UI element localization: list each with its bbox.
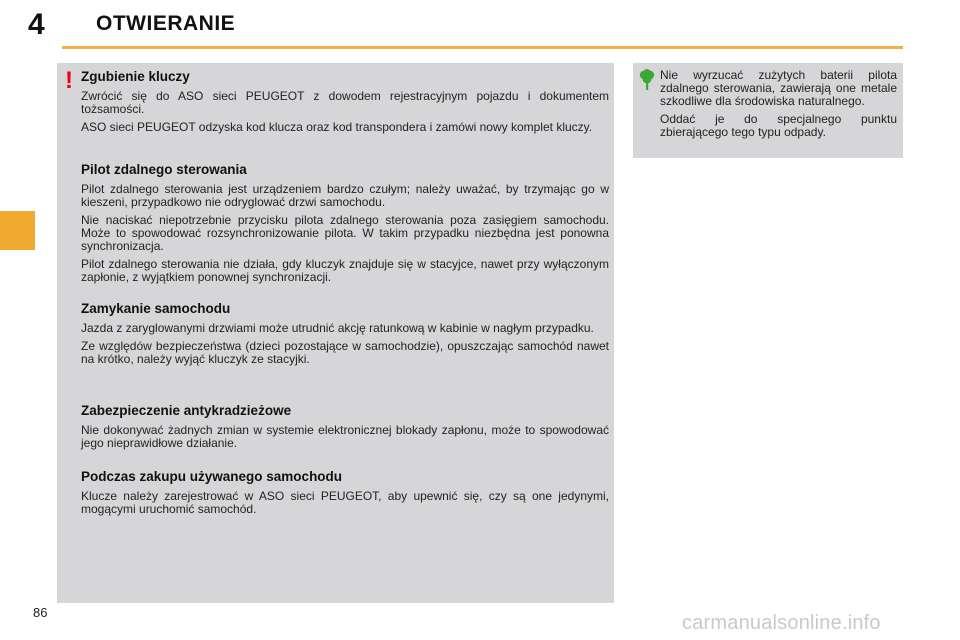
section-paragraph: Klucze należy zarejestrować w ASO sieci PEUGEOT, aby upewnić się, czy są one jedynymi, mogącymi uruchomić samochód. [81,489,609,516]
section-paragraph: Nie dokonywać żadnych zmian w systemie elektronicznej blokady zapłonu, może to spowodować jego nieprawidłowe działanie. [81,423,609,450]
warning-icon: ! [65,67,73,94]
section-paragraph: Jazda z zaryglowanymi drzwiami może utrudnić akcję ratunkową w kabinie w nagłym przypadku. [81,321,594,335]
section-anti-theft [81,403,609,455]
section-paragraph: Pilot zdalnego sterowania jest urządzeniem bardzo czułym; należy uważać, by trzymając go w kieszeni, przypadkowo nie odryglować drzwi samochodu. [81,182,609,209]
eco-note-text [660,69,897,144]
chapter-title: OTWIERANIE [96,12,236,35]
watermark: carmanualsonline.info [682,612,881,634]
chapter-number: 4 [28,8,45,41]
header-rule [62,46,903,49]
section-heading: Zamykanie samochodu [81,301,231,316]
section-paragraph: Pilot zdalnego sterowania nie działa, gdy kluczyk znajduje się w stacyjce, nawet przy wyłączonym zapłonie, z wyjątkiem ponownej synchronizacji. [81,257,609,284]
section-paragraph: Ze względów bezpieczeństwa (dzieci pozostające w samochodzie), opuszczając samochód nawet na krótko, należy wyjąć kluczyk ze stacyjki. [81,339,609,366]
section-paragraph: Zwrócić się do ASO sieci PEUGEOT z dowodem rejestracyjnym pojazdu i dokumentem tożsamości. [81,89,609,116]
section-lost-keys [81,69,609,139]
section-heading: Pilot zdalnego sterowania [81,162,247,177]
page-number: 86 [33,605,48,620]
section-locking-vehicle [81,301,609,371]
leaf-icon [639,69,655,91]
section-paragraph: ASO sieci PEUGEOT odzyska kod klucza oraz kod transpondera i zamówi nowy komplet kluczy. [81,120,593,134]
eco-note-panel [633,63,903,158]
eco-paragraph: Oddać je do specjalnego punktu zbierającego tego typu odpady. [660,112,897,139]
section-heading: Zabezpieczenie antykradzieżowe [81,403,292,418]
section-paragraph: Nie naciskać niepotrzebnie przycisku pilota zdalnego sterowania poza zasięgiem samochodu. Może to spowodować rozsynchronizowanie pilota. W takim przypadku niezbędna jest ponowna synchronizacja. [81,213,609,253]
chapter-side-tab [0,211,35,250]
eco-paragraph: Nie wyrzucać zużytych baterii pilota zdalnego sterowania, zawierają one metale szkodliwe dla środowiska naturalnego. [660,68,897,108]
section-heading: Zgubienie kluczy [81,69,190,84]
section-used-car-purchase [81,469,609,521]
main-info-panel [57,63,614,603]
section-heading: Podczas zakupu używanego samochodu [81,469,343,484]
section-remote-control [81,162,609,289]
